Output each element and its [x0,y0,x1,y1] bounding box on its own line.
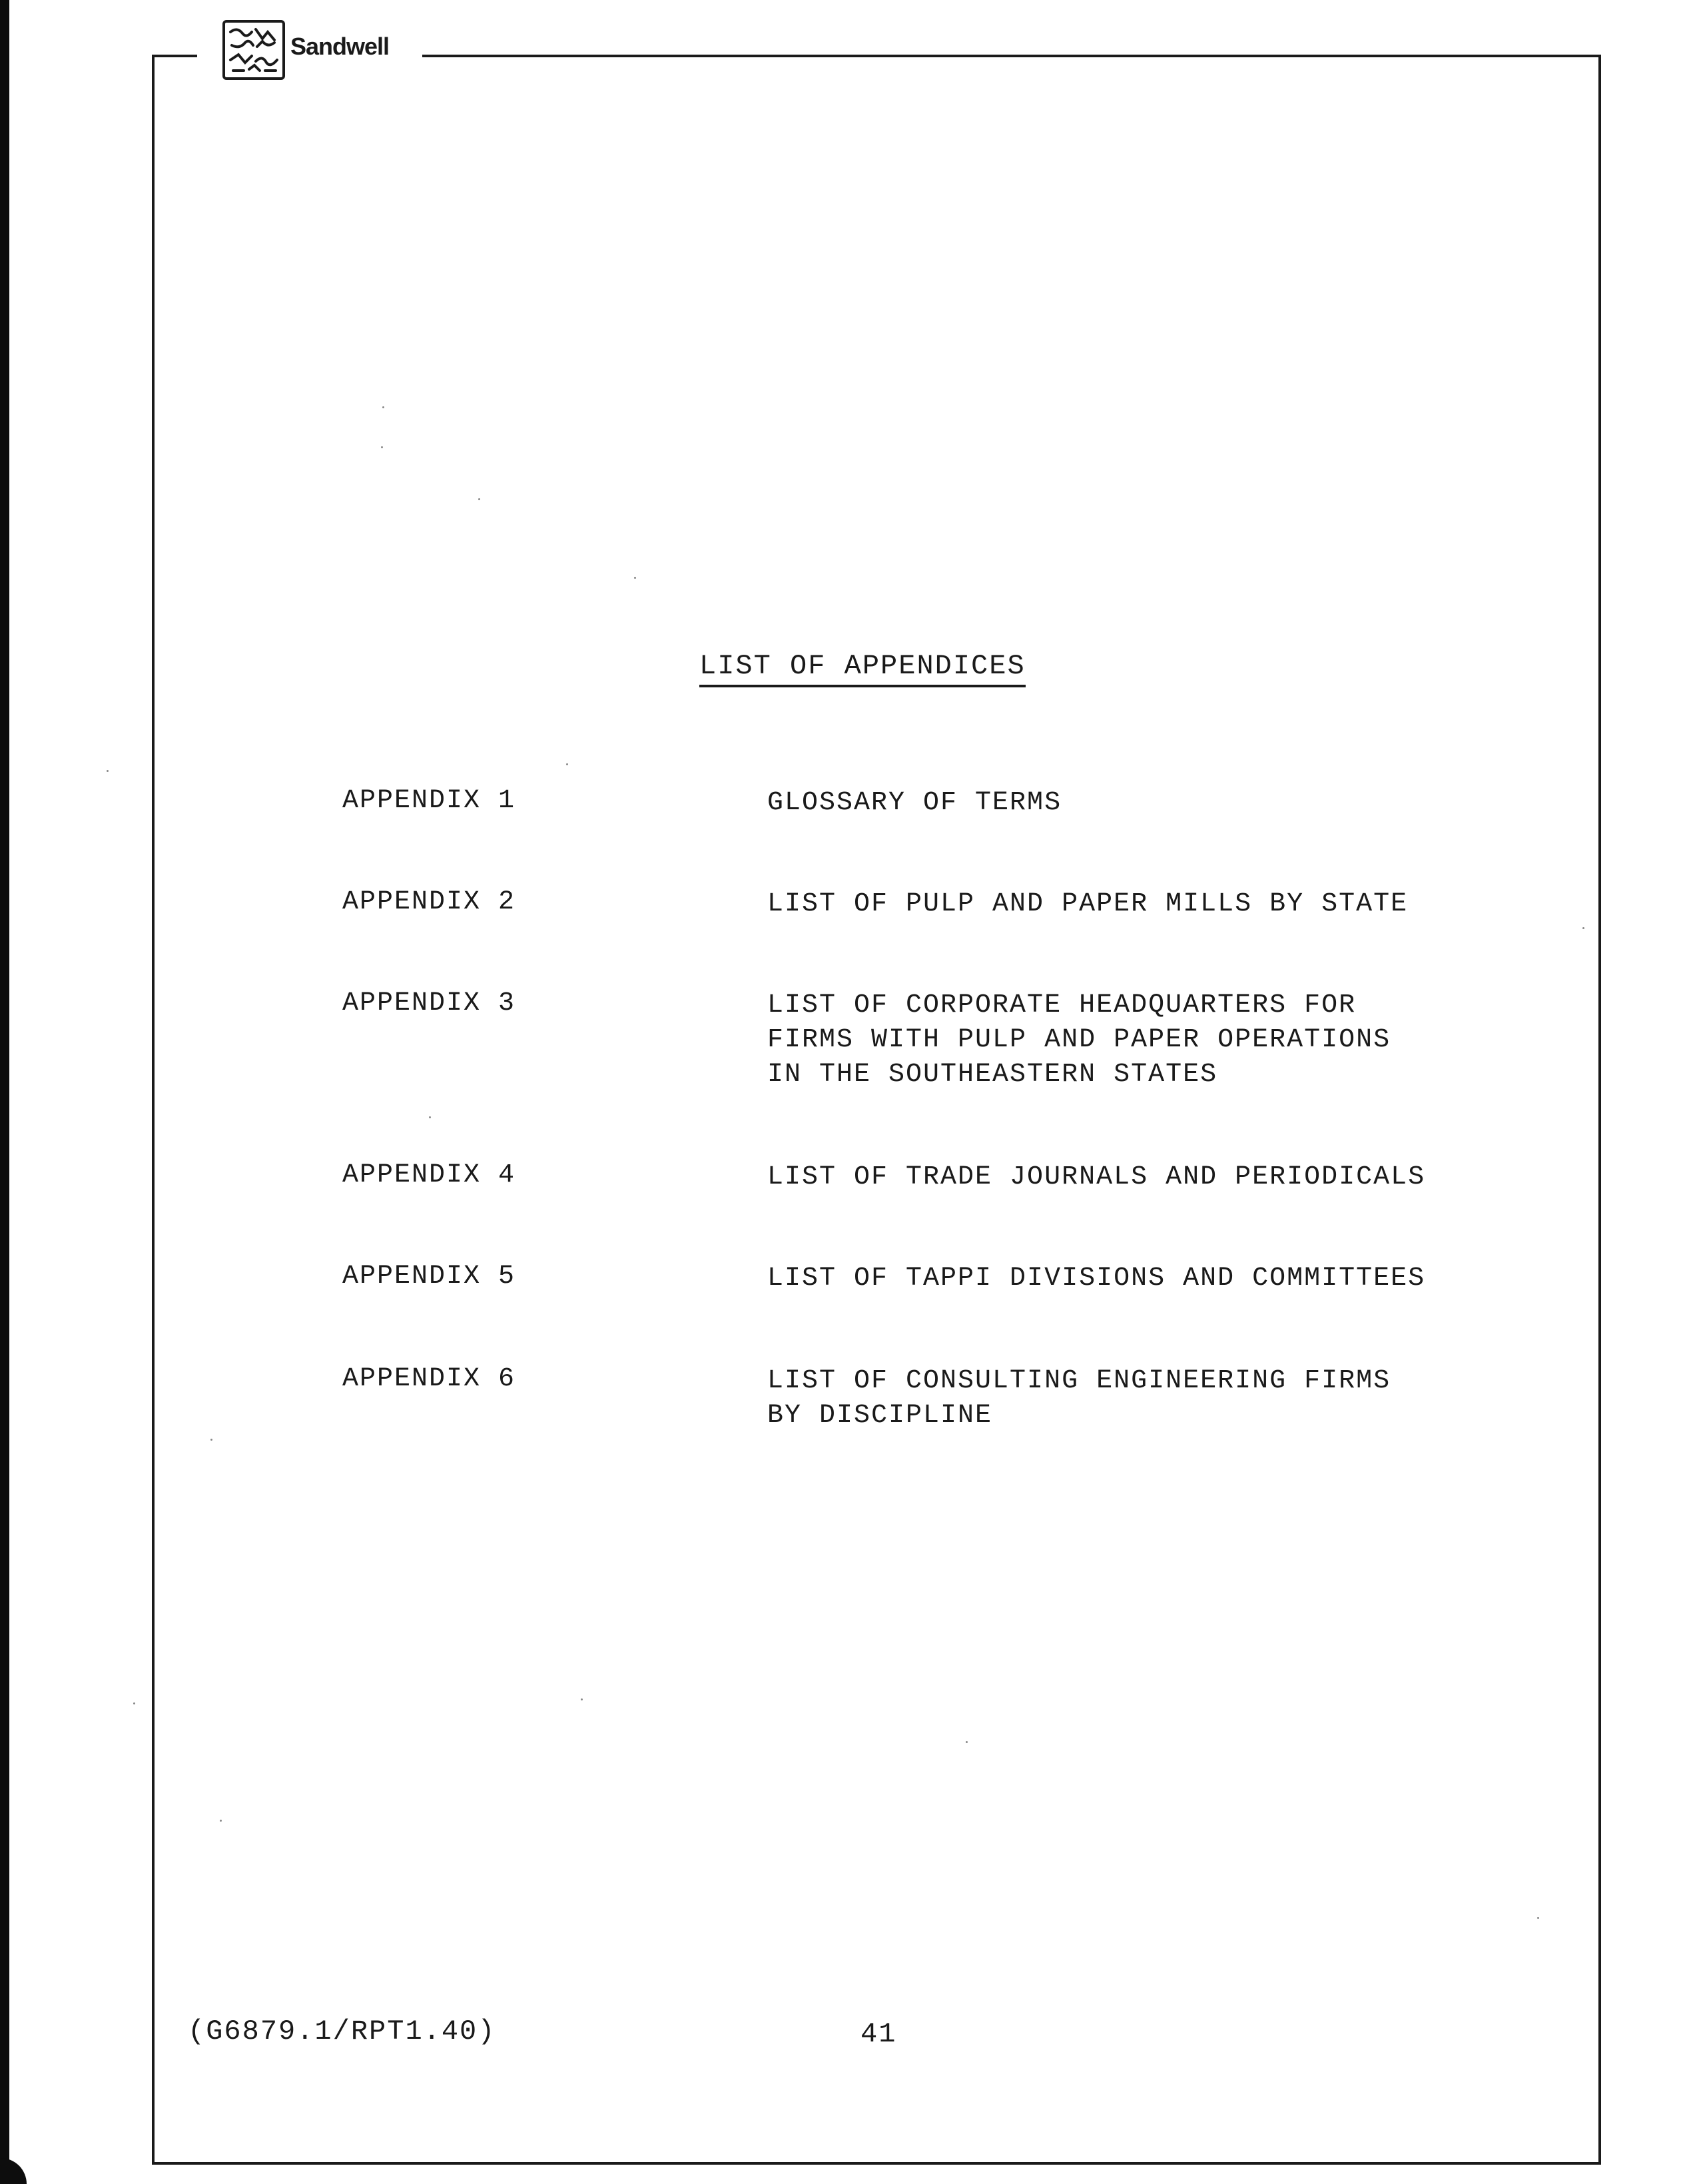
appendix-description: LIST OF CORPORATE HEADQUARTERS FOR FIRMS WITH PULP AND PAPER OPERATIONS IN THE SOUTHEASTERN STATES [767,990,1391,1090]
appendix-description: GLOSSARY OF TERMS [767,788,1062,818]
logo-text: Sandwell [290,33,390,60]
scan-speck [210,1439,212,1441]
appendix-label: APPENDIX 3 [342,988,516,1018]
appendix-label: APPENDIX 2 [342,887,516,917]
scan-speck [429,1116,431,1118]
document-code: (G6879.1/RPT1.40) [188,2015,496,2047]
scan-speck [107,770,109,772]
scan-speck [133,1702,135,1704]
scan-speck [634,577,636,579]
company-logo [222,20,389,80]
scan-speck [966,1741,968,1743]
binding-strip [0,0,9,2184]
scan-speck [220,1820,222,1822]
appendix-description: LIST OF TRADE JOURNALS AND PERIODICALS [767,1162,1426,1192]
page-number: 41 [860,2018,897,2050]
scan-speck [478,498,480,500]
scan-speck [382,406,384,408]
page-frame [152,56,1601,2165]
appendix-label: APPENDIX 6 [342,1364,516,1394]
appendix-description: LIST OF TAPPI DIVISIONS AND COMMITTEES [767,1264,1426,1293]
appendix-label: APPENDIX 4 [342,1160,516,1190]
scan-speck [1537,1917,1539,1919]
page-title: LIST OF APPENDICES [699,650,1026,687]
sandwell-logo-icon [222,20,285,80]
binding-foot [0,2158,27,2184]
appendix-description: LIST OF PULP AND PAPER MILLS BY STATE [767,889,1409,919]
appendix-description: LIST OF CONSULTING ENGINEERING FIRMS BY DISCIPLINE [767,1366,1391,1431]
scan-speck [581,1698,583,1700]
scan-speck [566,763,568,765]
appendix-label: APPENDIX 5 [342,1262,516,1291]
scan-speck [381,446,383,448]
appendix-label: APPENDIX 1 [342,786,516,816]
scan-speck [1582,927,1584,929]
